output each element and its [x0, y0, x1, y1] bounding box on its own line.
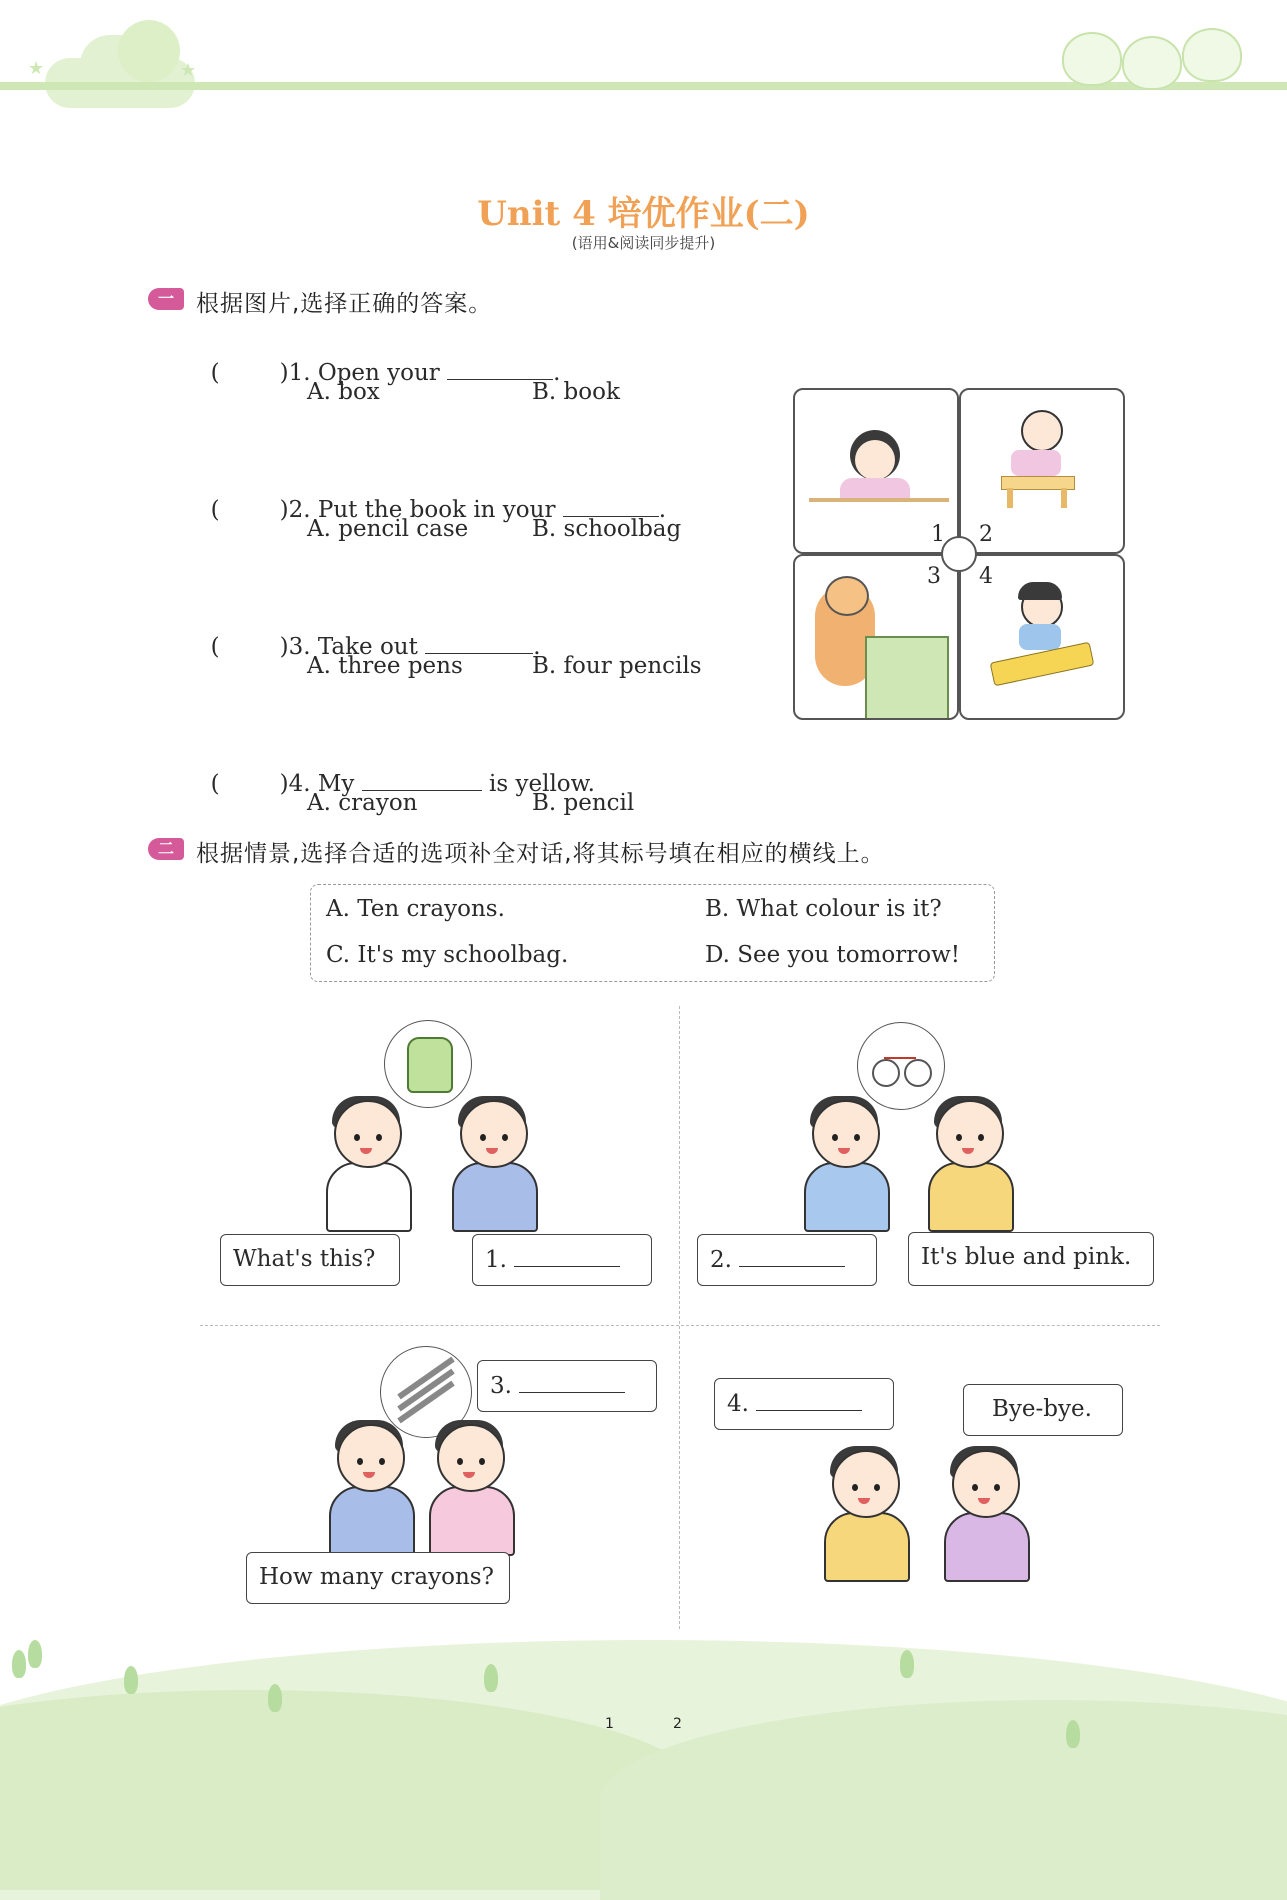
answer-paren: ( [210, 634, 220, 660]
option-b: B. pencil [532, 790, 635, 816]
girl-figure [940, 1450, 1030, 1580]
star-icon: ★ [180, 60, 197, 81]
option-a: A. pencil case [307, 516, 469, 542]
picture-number: 4 [979, 564, 993, 589]
grid-center [941, 536, 977, 572]
speech-bubble: It's blue and pink. [908, 1232, 1154, 1286]
tree-icon [900, 1650, 914, 1678]
blank-number: 4. [727, 1391, 749, 1417]
page-number: 2 [673, 1716, 682, 1732]
schoolbag-icon [384, 1020, 472, 1108]
speech-bubble: What's this? [220, 1234, 400, 1286]
fill-blank[interactable] [362, 770, 482, 791]
picture-number: 3 [927, 564, 941, 589]
fill-blank[interactable] [756, 1390, 862, 1411]
answer-bubble [714, 1378, 894, 1430]
section-instruction: 根据图片,选择正确的答案。 [196, 291, 493, 317]
section-badge: 一 [148, 288, 184, 310]
question-stem: )3. Take out [279, 634, 426, 660]
girl-figure [425, 1424, 515, 1554]
question-stem: )4. My [279, 771, 362, 797]
tree-icon [124, 1666, 138, 1694]
answer-bubble [697, 1234, 877, 1286]
question-stem-end: . [658, 497, 667, 523]
question-stem: )2. Put the book in your [279, 497, 563, 523]
tree-icon [28, 1640, 42, 1668]
horizontal-divider [200, 1325, 1160, 1326]
pig-icon [1182, 28, 1242, 82]
speech-bubble: How many crayons? [246, 1552, 510, 1604]
option-a: A. three pens [307, 653, 463, 679]
question-stem-end: is yellow. [481, 771, 595, 797]
picture-number: 1 [931, 522, 945, 547]
tree-icon [484, 1664, 498, 1692]
option-a: A. Ten crayons. [326, 896, 505, 922]
option-d: D. See you tomorrow! [705, 942, 961, 968]
page-title: Unit 4 培优作业(二) [477, 194, 810, 234]
picture-grid [793, 388, 1123, 718]
picture-number: 2 [979, 522, 993, 547]
blank-number: 2. [710, 1247, 732, 1273]
speech-bubble: Bye-bye. [963, 1384, 1123, 1436]
option-b: B. What colour is it? [705, 896, 942, 922]
page-number: 1 [605, 1716, 614, 1732]
boy-figure [448, 1100, 538, 1230]
question-stem-end: . [553, 360, 561, 386]
option-b: B. four pencils [532, 653, 702, 679]
boy-figure [322, 1100, 412, 1230]
boy-figure [924, 1100, 1014, 1230]
section-badge: 二 [148, 838, 184, 860]
blank-number: 1. [485, 1247, 507, 1273]
answer-paren: ( [210, 771, 220, 797]
boy-figure [325, 1424, 415, 1554]
tree-icon [12, 1650, 26, 1678]
option-c: C. It's my schoolbag. [326, 942, 569, 968]
blank-number: 3. [490, 1373, 512, 1399]
fill-blank[interactable] [563, 496, 659, 517]
fill-blank[interactable] [425, 633, 533, 654]
option-b: B. schoolbag [532, 516, 682, 542]
cat-icon [1062, 32, 1122, 86]
fill-blank[interactable] [739, 1246, 845, 1267]
option-a: A. crayon [307, 790, 418, 816]
star-icon: ★ [28, 58, 45, 79]
answer-paren: ( [210, 497, 220, 523]
option-a: A. box [307, 379, 380, 405]
tree-icon [268, 1684, 282, 1712]
sun-icon [118, 20, 180, 82]
vertical-divider [679, 1006, 680, 1629]
bear-icon [1122, 36, 1182, 90]
answer-paren: ( [210, 360, 220, 386]
fill-blank[interactable] [519, 1372, 625, 1393]
boy-figure [820, 1450, 910, 1580]
answer-bubble [477, 1360, 657, 1412]
answer-bubble [472, 1234, 652, 1286]
fill-blank[interactable] [447, 359, 553, 380]
boy-figure [800, 1100, 890, 1230]
bicycle-icon [857, 1022, 945, 1110]
section-instruction: 根据情景,选择合适的选项补全对话,将其标号填在相应的横线上。 [196, 841, 885, 867]
option-b: B. book [532, 379, 620, 405]
tree-icon [1066, 1720, 1080, 1748]
page-subtitle: (语用&阅读同步提升) [571, 234, 716, 252]
fill-blank[interactable] [514, 1246, 620, 1267]
question-stem-end: . [533, 634, 541, 660]
question-stem: )1. Open your [279, 360, 448, 386]
